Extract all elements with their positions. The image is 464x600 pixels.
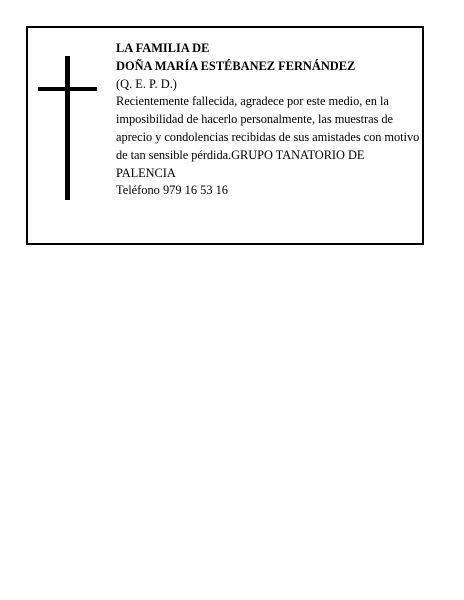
notice-text xyxy=(116,40,422,200)
notice-message: Recientemente fallecida, agradece por este medio, en la imposibilidad de hacerlo personalmente, las muestras de aprecio y condolencias recibidas de sus amistades con motivo de tan sensible pérdida.GRUPO TANATORIO DE PALENCIA xyxy=(116,94,420,180)
phone-number: Teléfono 979 16 53 16 xyxy=(116,183,229,198)
qepd-label: (Q. E. P. D.) xyxy=(116,76,177,91)
deceased-name: DOÑA MARÍA ESTÉBANEZ FERNÁNDEZ xyxy=(116,58,356,73)
family-heading: LA FAMILIA DE xyxy=(116,41,210,55)
cross-icon xyxy=(38,56,98,200)
obituary-notice xyxy=(26,26,424,245)
cross-horizontal-bar xyxy=(38,87,97,91)
cross-vertical-bar xyxy=(65,56,70,200)
